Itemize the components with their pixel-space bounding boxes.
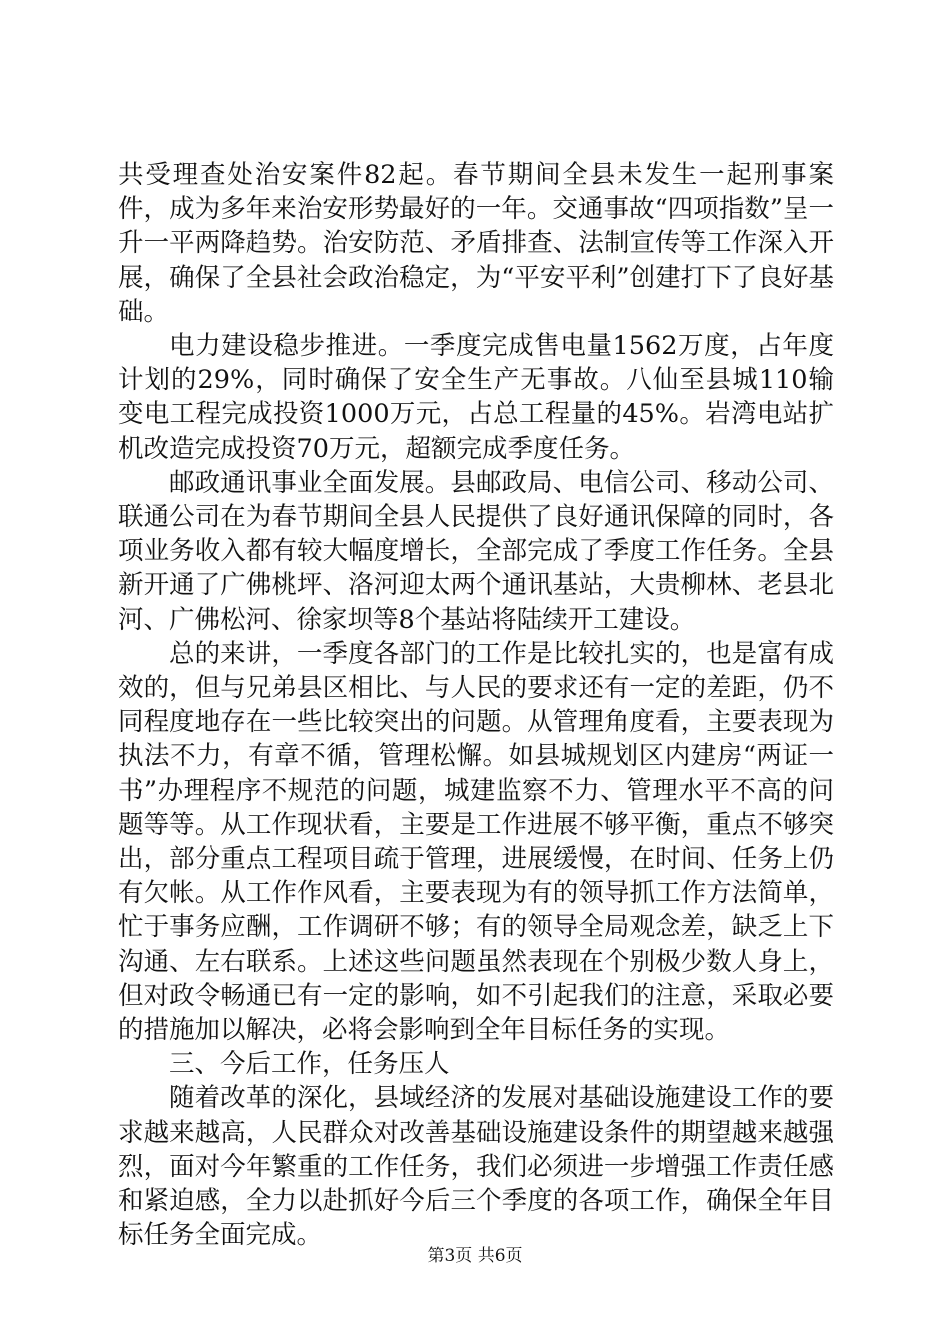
- paragraph-summary-problems: 总的来讲，一季度各部门的工作是比较扎实的，也是富有成效的，但与兄弟县区相比、与人民的要求还有一定的差距，仍不同程度地存在一些比较突出的问题。从管理角度看，主要表现为执法不力，有章不循，管理松懈。如县城规划区内建房“两证一书”办理程序不规范的问题，城建监察不力、管理水平不高的问题等等。从工作现状看，主要是工作进展不够平衡，重点不够突出，部分重点工程项目疏于管理，进展缓慢，在时间、任务上仍有欠帐。从工作作风看，主要表现为有的领导抓工作方法简单，忙于事务应酬，工作调研不够；有的领导全局观念差，缺乏上下沟通、左右联系。上述这些问题虽然表现在个别极少数人身上，但对政令畅通已有一定的影响，如不引起我们的注意，采取必要的措施加以解决，必将会影响到全年目标任务的实现。: [118, 638, 834, 1046]
- paragraph-future-work: 随着改革的深化，县域经济的发展对基础设施建设工作的要求越来越高，人民群众对改善基础设施建设条件的期望越来越强烈，面对今年繁重的工作任务，我们必须进一步增强工作责任感和紧迫感，全力以赴抓好今后三个季度的各项工作，确保全年目标任务全面完成。: [118, 1083, 834, 1251]
- document-body: [118, 158, 834, 1253]
- section-heading-future-work: 三、今后工作，任务压人: [169, 1049, 450, 1080]
- paragraph-public-security: 共受理查处治安案件82起。春节期间全县未发生一起刑事案件，成为多年来治安形势最好的一年。交通事故“四项指数”呈一升一平两降趋势。治安防范、矛盾排查、法制宣传等工作深入开展，确保了全县社会政治稳定，为“平安平利”创建打下了良好基础。: [118, 160, 834, 327]
- paragraph-power-construction: 电力建设稳步推进。一季度完成售电量1562万度，占年度计划的29%，同时确保了安全生产无事故。八仙至县城110输变电工程完成投资1000万元，占总工程量的45%。岩湾电站扩机改造完成投资70万元，超额完成季度任务。: [118, 331, 834, 464]
- paragraph-postal-telecom: 邮政通讯事业全面发展。县邮政局、电信公司、移动公司、联通公司在为春节期间全县人民提供了良好通讯保障的同时，各项业务收入都有较大幅度增长，全部完成了季度工作任务。全县新开通了广佛桃坪、洛河迎太两个通讯基站，大贵柳林、老县北河、广佛松河、徐家坝等8个基站将陆续开工建设。: [118, 467, 834, 635]
- page-number-footer: 第3页 共6页: [427, 1246, 523, 1266]
